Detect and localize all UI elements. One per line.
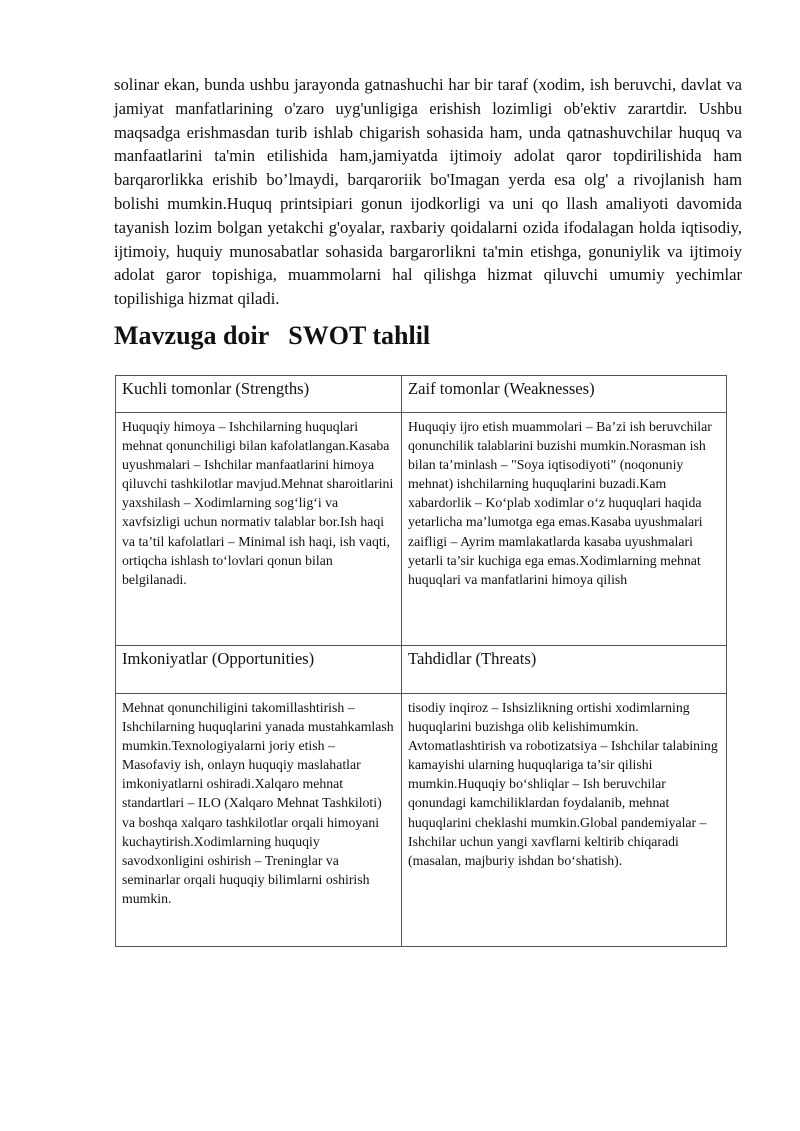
section-heading: Mavzuga doir SWOT tahlil bbox=[114, 321, 431, 350]
threats-cell bbox=[402, 694, 727, 947]
strengths-cell bbox=[116, 413, 402, 646]
weaknesses-header-cell bbox=[402, 376, 727, 413]
body-paragraph: solinar ekan, bunda ushbu jarayonda gatnashuchi har bir taraf (xodim, ish beruvchi, davlat va jamiyat manfatlarining o'zaro uyg'unligiga erishish lozimligi ob'ektiv zarartdir. Ushbu maqsadga erishmasdan turib ishlab chigarish sohasida ham, unda qatnashuvchilar huquq va manfaatlarini ta'min etilishida ham,jamiyatda ijtimoiy adolat qaror topdirilishida ham barqarorlikka erishib bo’lmaydi, barqaroriik bo'Imagan yerda esa olg' a rivojlanish ham bolishi mumkin.Huquq printsipiari gonun ijodkorligi va uni qo llash amaliyoti davomida tayanish lozim bolgan yetakchi g'oyalar, raxbariy qoidalarni ozida ifodalagan holda iqtisodiy, ijtimoiy, huquiy munosabatlar sohasida bargarorlikni ta'min etishga, gonuniylik va ijtimoiy adolat garor topishiga, muammolarni hal qilishga hizmat qiluvchi umumiy yechimlar topilishiga hizmat qiladi. bbox=[114, 75, 742, 309]
swot-header-row bbox=[116, 646, 727, 694]
strengths-text: Huquqiy himoya – Ishchilarning huquqlari mehnat qonunchiligi bilan kafolatlangan.Kasaba uyushmalari – Ishchilar manfaatlarini himoya qiluvchi tashkilotlar mavjud.Mehnat sharoitlarini yaxshilash – Xodimlarning sog‘lig‘i va xavfsizligi uchun normativ talablar bor.Ish haqi va ta’til kafolatlari – Minimal ish haqi, ish vaqti, ortiqcha ishlash to‘lovlari qonun bilan belgilanadi. bbox=[122, 419, 394, 587]
opportunities-header-cell bbox=[116, 646, 402, 694]
strengths-title: Kuchli tomonlar (Strengths) bbox=[122, 379, 310, 398]
threats-text: tisodiy inqiroz – Ishsizlikning ortishi xodimlarning huquqlarini buzishga olib kelishimumkin. Avtomatlashtirish va robotizatsiya – Ishchilar talabining kamayishi ularning huquqlariga ta’sir qilishi mumkin.Huquqiy bo‘shliqlar – Ish beruvchilar qonundagi kamchiliklardan foydalanib, mehnat huquqlarini cheklashi mumkin.Global pandemiyalar – Ishchilar uchun yangi xavflarni keltirib chiqaradi (masalan, majburiy ishdan bo‘shatish). bbox=[408, 700, 718, 868]
swot-body-row bbox=[116, 413, 727, 646]
swot-header-row bbox=[116, 376, 727, 413]
swot-table bbox=[115, 375, 727, 947]
weaknesses-cell bbox=[402, 413, 727, 646]
weaknesses-text: Huquqiy ijro etish muammolari – Ba’zi ish beruvchilar qonunchilik talablarini buzishi mumkin.Norasman ish bilan ta’minlash – "Soya iqtisodiyoti" (noqonuniy mehnat) ishchilarning huquqlarini buzadi.Kam xabardorlik – Ko‘plab xodimlar o‘z huquqlari haqida yetarlicha ma’lumotga ega emas.Kasaba uyushmalari zaifligi – Ayrim mamlakatlarda kasaba uyushmalari yetarli ta’sir kuchiga ega emas.Xodimlarning mehnat huquqlari va manfatlarini himoya qilish bbox=[408, 419, 712, 587]
opportunities-title: Imkoniyatlar (Opportunities) bbox=[122, 649, 315, 668]
opportunities-cell bbox=[116, 694, 402, 947]
weaknesses-title: Zaif tomonlar (Weaknesses) bbox=[408, 379, 595, 398]
threats-header-cell bbox=[402, 646, 727, 694]
opportunities-text: Mehnat qonunchiligini takomillashtirish – Ishchilarning huquqlarini yanada mustahkamlash mumkin.Texnologiyalarni joriy etish – Masofaviy ish, onlayn huquqiy maslahatlar imkoniyatlarni oshiradi.Xalqaro mehnat standartlari – ILO (Xalqaro Mehnat Tashkiloti) va boshqa xalqaro tashkilotlar orqali himoyani kuchaytirish.Xodimlarning huquqiy savodxonligini oshirish – Treninglar va seminarlar orqali huquqiy bilimlarni oshirish mumkin. bbox=[122, 700, 394, 906]
swot-body-row bbox=[116, 694, 727, 947]
threats-title: Tahdidlar (Threats) bbox=[408, 649, 537, 668]
strengths-header-cell bbox=[116, 376, 402, 413]
